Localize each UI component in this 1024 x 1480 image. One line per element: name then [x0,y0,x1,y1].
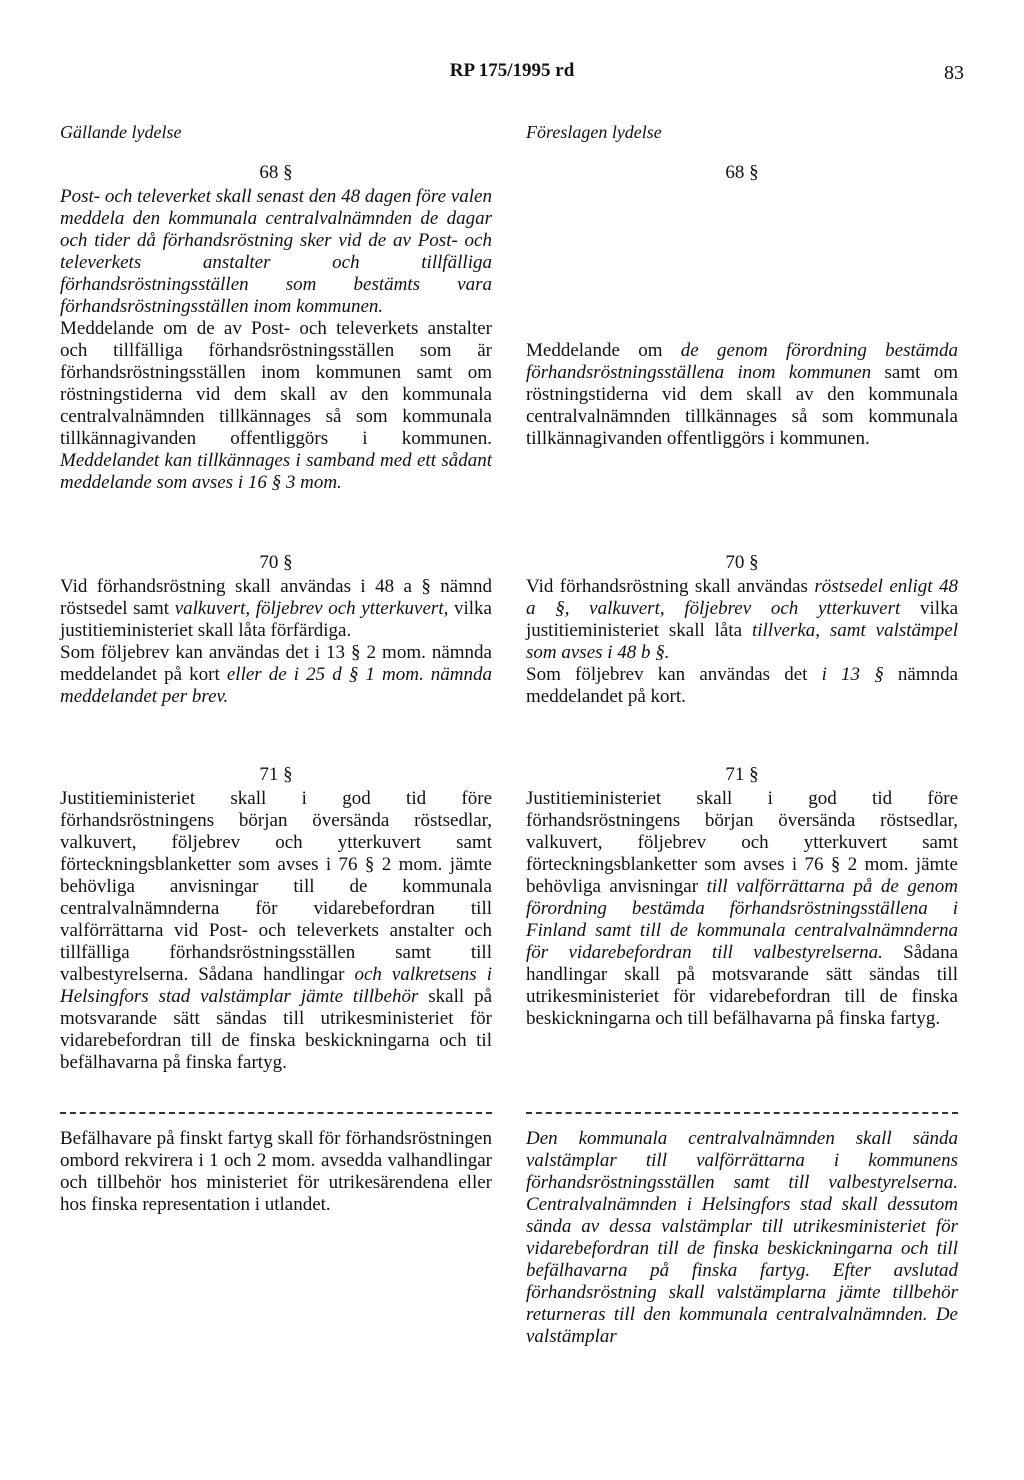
section-heading: 70 § [725,552,759,573]
text-italic: tillverka, samt valstämpel som avses i 48 b §. [526,620,958,663]
paragraph [526,664,958,708]
text: vilka justitieministeriet skall låta förfärdiga. [60,598,492,641]
text-italic: de genom förordning bestämda förhandsröstningsställena inom kommunen [526,340,959,383]
text-italic: till valförrättarna på de genom förordning bestämda förhandsröstningsställena i Finland samt till de kommunala centralvalnämnderna för vidarebefordran till valbestyrelserna. [526,876,959,963]
text: samt om röstningstiderna vid dem skall av den kommunala centralvalnämnden tillkännages så som kommunala tillkännagivanden offentliggörs i kommunen. [526,362,959,449]
omission-divider [526,1112,958,1114]
right-section-71-continued [526,1128,958,1348]
text: Som följebrev kan användas det [526,664,808,685]
left-section-68 [60,160,492,494]
text-italic: och valkretsens i Helsingfors stad valstämplar jämte tillbehör [60,964,493,1007]
right-section-70 [526,550,958,708]
paragraph: Befälhavare på finskt fartyg skall för förhandsröstningen ombord rekvirera i 1 och 2 mom. avsedda valhandlingar och tillbehör hos ministeriet för utrikesärendena eller hos finska representation i utlandet. [60,1128,492,1215]
section-heading: 70 § [259,552,293,573]
paragraph [526,788,958,1030]
paragraph: Den kommunala centralvalnämnden skall sända valstämplar till valförrättarna i kommunens förhandsröstningsställen samt till valbestyrelserna. Centralvalnämnden i Helsingfors stad skall dessutom sända av dessa valstämplar till utrikesministeriet för vidarebefordran till de finska beskickningarna och till befälhavarna på finska fartyg. Efter avslutad förhandsröstning skall valstämplarna jämte tillbehör returneras till den kommunala centralvalnämnden. De valstämplar [526,1128,958,1347]
section-heading: 68 § [259,162,293,183]
left-section-71 [60,762,492,1074]
text: skall på motsvarande sätt sändas till utrikesministeriet för vidarebefordran till de finska beskickningarna och til befälhavarna på finska fartyg. [60,986,492,1073]
paragraph [60,318,492,494]
omission-divider [60,1112,492,1114]
text-italic: valkuvert, följebrev och ytterkuvert, [174,598,449,619]
page-number: 83 [944,62,964,84]
section-heading: 71 § [259,764,293,785]
text: Meddelande om [526,340,663,361]
text-italic: i 13 § [821,664,884,685]
left-section-70 [60,550,492,708]
text: Vid förhandsröstning skall användas i 48 a § nämnd röstsedel samt [60,576,492,619]
right-section-71 [526,762,958,1030]
right-section-68 [526,160,958,450]
text-italic: eller de i 25 d § 1 mom. nämnda meddelandet per brev. [60,664,493,707]
text: Meddelande om de av Post- och televerkets anstalter och tillfälliga förhandsröstningsställen som är förhandsröstningsställen inom kommunen samt om röstningstiderna vid dem skall av den kommunala centralvalnämnden tillkännages så som kommunala tillkännagivanden offentliggörs i kommunen. [60,318,492,449]
section-heading: 68 § [725,162,759,183]
text: Som följebrev kan användas det i 13 § 2 mom. nämnda meddelandet på kort [60,642,492,685]
text-italic: röstsedel enligt 48 a §, valkuvert, följebrev och ytterkuvert [526,576,958,619]
text: Justitieministeriet skall i god tid före förhandsröstningens början översända röstsedlar, valkuvert, följebrev och ytterkuvert samt förteckningsblanketter som avses i 76 § 2 mom. jämte behövliga anvisningar [526,788,958,897]
text: vilka justitieministeriet skall låta [526,598,959,641]
text: Justitieministeriet skall i god tid före förhandsröstningens början översända röstsedlar, valkuvert, följebrev och ytterkuvert samt förteckningsblanketter som avses i 76 § 2 mom. jämte behövliga anvisningar till de kommunala centralvalnämnderna för vidarebefordran till valförrättarna vid Post- och televerkets anstalter och tillfälliga förhandsröstningsställen samt till valbestyrelserna. Sådana handlingar [60,788,492,985]
text: Vid förhandsröstning skall användas [526,576,808,597]
left-section-71-continued [60,1128,492,1216]
text-italic: Meddelandet kan tillkännages i samband med ett sådant meddelande som avses i 16 § 3 mom. [60,450,492,493]
document-title: RP 175/1995 rd [449,60,575,81]
text: nämnda meddelandet på kort. [526,664,959,707]
right-column-heading: Föreslagen lydelse [526,122,662,142]
paragraph [60,576,492,642]
paragraph [60,788,492,1074]
paragraph [526,340,958,450]
paragraph [526,576,958,664]
paragraph [60,642,492,708]
text: Sådana handlingar skall på motsvarande sätt sändas till utrikesministeriet för vidarebefordran till de finska beskickningarna och till befälhavarna på finska fartyg. [526,942,959,1029]
paragraph: Post- och televerket skall senast den 48 dagen före valen meddela den kommunala centralvalnämnden de dagar och tider då förhandsröstning sker vid de av Post- och televerkets anstalter och tillfälliga förhandsröstningsställen som bestämts vara förhandsröstningsställen inom kommunen. [60,186,492,317]
section-heading: 71 § [725,764,759,785]
left-column-heading: Gällande lydelse [60,122,182,142]
